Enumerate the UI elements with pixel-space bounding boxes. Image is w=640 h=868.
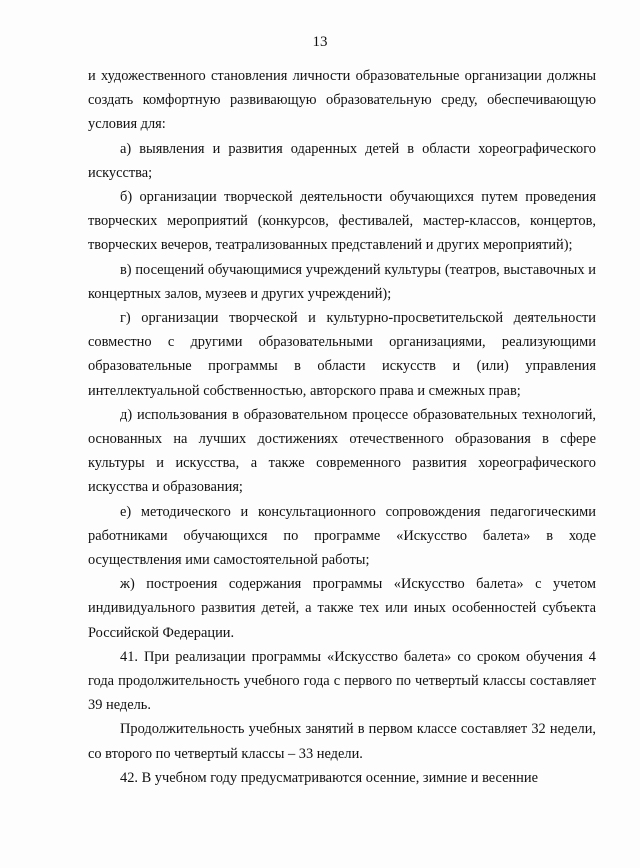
document-body xyxy=(88,64,596,790)
list-item-a: а) выявления и развития одаренных детей в области хореографического искусства; xyxy=(88,140,596,181)
list-item-e: е) методического и консультационного сопровождения педагогическими работниками обучающихся по программе «Искусство балета» в ходе осуществления ими самостоятельной работы; xyxy=(88,503,596,569)
paragraph-continuation: и художественного становления личности образовательные организации должны создать комфортную развивающую образовательную среду, обеспечивающую условия для: xyxy=(88,68,596,133)
clause-41-duration: Продолжительность учебных занятий в первом классе составляет 32 недели, со второго по четвертый классы – 33 недели. xyxy=(88,721,596,762)
list-item-v: в) посещений обучающимися учреждений культуры (театров, выставочных и концертных залов, музеев и других учреждений); xyxy=(88,261,596,302)
list-item-d: д) использования в образовательном процессе образовательных технологий, основанных на лучших достижениях отечественного образования в сфере культуры и искусства, а также современного развития хореографического искусства и образования; xyxy=(88,406,596,496)
page-number: 13 xyxy=(312,34,328,50)
clause-41: 41. При реализации программы «Искусство балета» со сроком обучения 4 года продолжительность учебного года с первого по четвертый классы составляет 39 недель. xyxy=(88,648,596,714)
clause-42: 42. В учебном году предусматриваются осенние, зимние и весенние xyxy=(120,769,538,786)
list-item-g: г) организации творческой и культурно-просветительской деятельности совместно с другими образовательными организациями, реализующими образовательные программы в области искусств и (или) управления интеллектуальной собственностью, авторского права и смежных прав; xyxy=(88,310,596,399)
list-item-zh: ж) построения содержания программы «Искусство балета» с учетом индивидуального развития детей, а также тех или иных особенностей субъекта Российской Федерации. xyxy=(88,576,596,641)
list-item-b: б) организации творческой деятельности обучающихся путем проведения творческих мероприятий (конкурсов, фестивалей, мастер-классов, концертов, творческих вечеров, театрализованных представлений и других мероприятий); xyxy=(88,189,596,254)
